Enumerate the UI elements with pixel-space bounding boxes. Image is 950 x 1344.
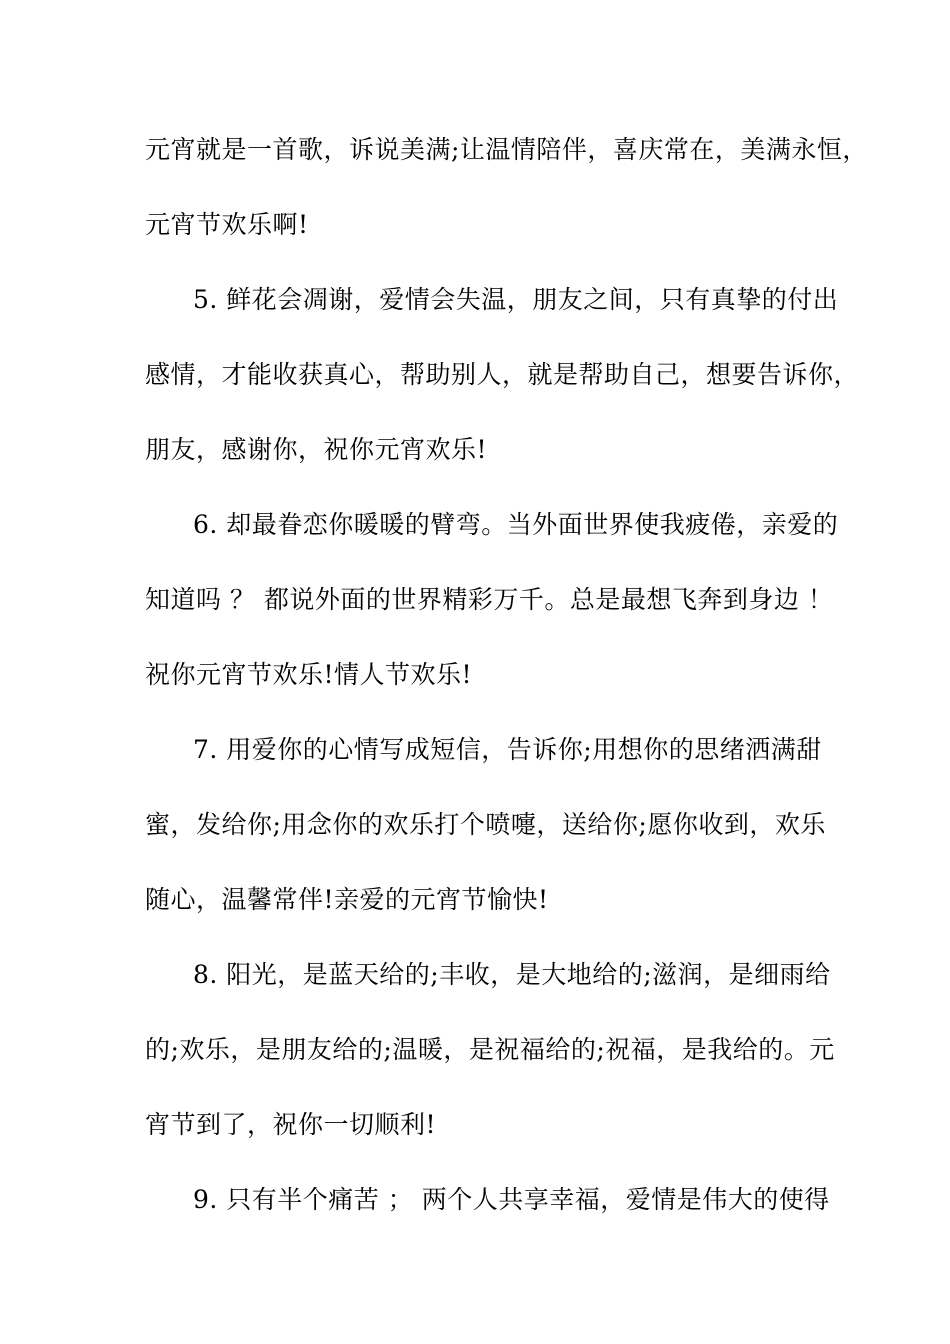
paragraph-5-start: 5. 鲜花会凋谢，爱情会失温，朋友之间，只有真挚的付出 bbox=[193, 285, 839, 314]
text-line: 元宵就是一首歌，诉说美满;让温情陪伴，喜庆常在，美满永恒， bbox=[145, 135, 868, 164]
text-line: 宵节到了，祝你一切顺利! bbox=[145, 1110, 437, 1139]
paragraph-8-start: 8. 阳光，是蓝天给的;丰收，是大地给的;滋润，是细雨给 bbox=[193, 960, 831, 989]
text-line: 的;欢乐，是朋友给的;温暖，是祝福给的;祝福，是我给的。元 bbox=[145, 1035, 835, 1064]
text-line: 知道吗 ？ 都说外面的世界精彩万千。总是最想飞奔到身边 ！ bbox=[145, 585, 834, 614]
paragraph-6-start: 6. 却最眷恋你暖暖的臂弯。当外面世界使我疲倦，亲爱的 bbox=[193, 510, 839, 539]
text-line: 感情，才能收获真心，帮助别人，就是帮助自己，想要告诉你， bbox=[145, 360, 860, 389]
paragraph-7-start: 7. 用爱你的心情写成短信，告诉你;用想你的思绪洒满甜 bbox=[193, 735, 822, 764]
text-line: 蜜，发给你;用念你的欢乐打个喷嚏，送给你;愿你收到，欢乐 bbox=[145, 810, 826, 839]
text-line: 元宵节欢乐啊! bbox=[145, 210, 309, 239]
text-line: 朋友，感谢你，祝你元宵欢乐! bbox=[145, 435, 488, 464]
paragraph-9-start: 9. 只有半个痛苦 ； 两个人共享幸福，爱情是伟大的使得 bbox=[193, 1185, 830, 1214]
text-line: 祝你元宵节欢乐!情人节欢乐! bbox=[145, 660, 473, 689]
text-line: 随心，温馨常伴!亲爱的元宵节愉快! bbox=[145, 885, 549, 914]
